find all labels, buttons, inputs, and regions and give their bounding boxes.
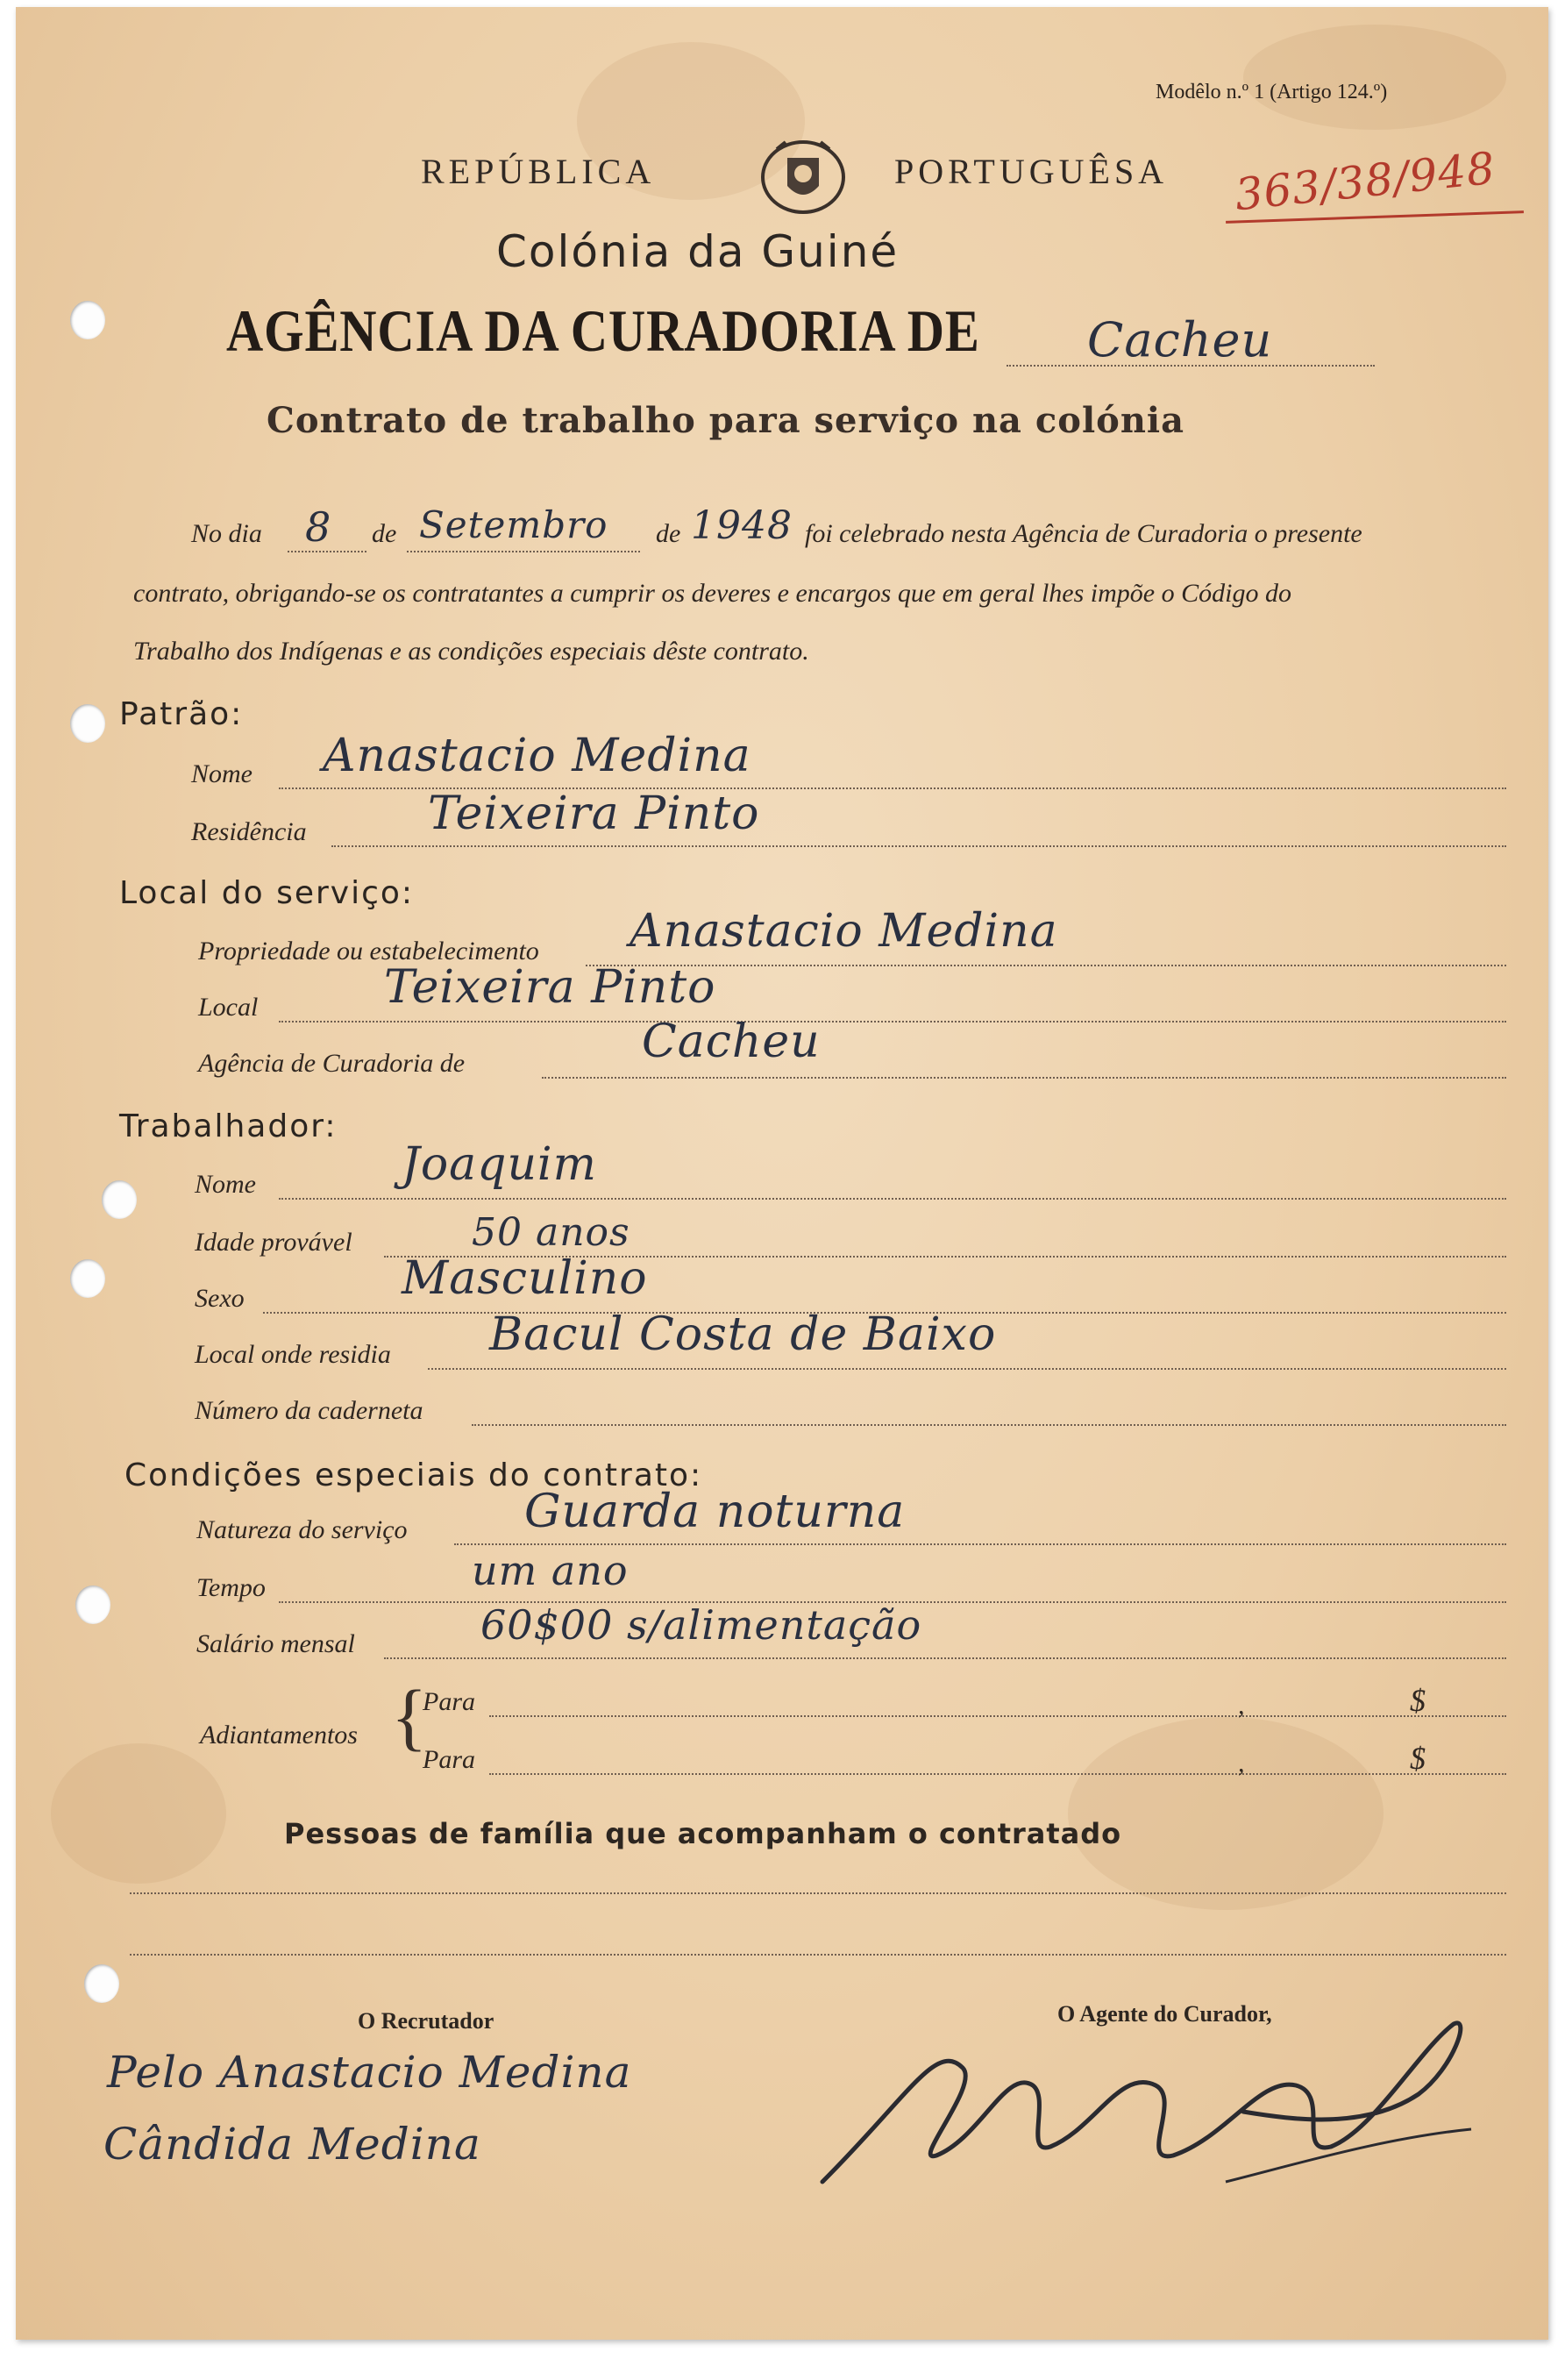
section-condicoes: Condições especiais do contrato:	[124, 1457, 703, 1493]
model-number: Modêlo n.º 1 (Artigo 124.º)	[1156, 81, 1388, 103]
salario-value: 60$00 s/alimentação	[480, 1601, 922, 1649]
punch-hole	[75, 1585, 110, 1624]
patrao-residencia: Teixeira Pinto	[428, 787, 760, 840]
para-line-2	[489, 1773, 1506, 1775]
agency-place: Cacheu	[1087, 312, 1273, 367]
sexo-label: Sexo	[195, 1284, 245, 1313]
agente-signature-icon	[805, 1989, 1489, 2204]
para-comma-2: ,	[1238, 1749, 1245, 1778]
familia-line-2	[130, 1954, 1506, 1956]
agencia-label: Agência de Curadoria de	[198, 1049, 466, 1078]
section-patrao: Patrão:	[119, 696, 244, 732]
natureza-value: Guarda noturna	[524, 1486, 906, 1538]
patrao-nome: Anastacio Medina	[323, 730, 751, 782]
month-dotted-line	[407, 551, 640, 552]
punch-hole	[70, 1259, 105, 1298]
propriedade-label: Propriedade ou estabelecimento	[198, 937, 539, 966]
adiantamentos-label: Adiantamentos	[200, 1721, 358, 1749]
patrao-residencia-line	[331, 845, 1506, 847]
intro-day: 8	[305, 503, 332, 551]
punch-hole	[102, 1180, 137, 1219]
adiantamentos-brace: {	[391, 1674, 428, 1758]
trabalhador-nome-label: Nome	[195, 1170, 256, 1199]
salario-line	[384, 1657, 1506, 1659]
local-label: Local	[198, 993, 259, 1022]
recrutador-signature-line2: Cândida Medina	[103, 2119, 481, 2170]
patrao-nome-label: Nome	[191, 759, 253, 788]
familia-line-1	[130, 1892, 1506, 1894]
republic-left: REPÚBLICA	[421, 152, 656, 191]
colony-title: Colónia da Guiné	[496, 226, 900, 277]
coat-of-arms-icon	[750, 132, 856, 224]
propriedade-value: Anastacio Medina	[630, 905, 1058, 958]
sexo-value: Masculino	[402, 1252, 648, 1305]
caderneta-label: Número da caderneta	[195, 1396, 423, 1425]
republic-right: PORTUGUÊSA	[894, 152, 1169, 191]
recrutador-signature-line1: Pelo Anastacio Medina	[107, 2047, 632, 2098]
natureza-label: Natureza do serviço	[196, 1515, 408, 1544]
punch-hole	[70, 704, 105, 743]
local-value: Teixeira Pinto	[384, 961, 716, 1014]
patrao-residencia-label: Residência	[191, 817, 307, 846]
intro-month: Setembro	[419, 503, 608, 546]
intro-line1-rest: foi celebrado nesta Agência de Curadoria o presente	[805, 519, 1362, 548]
reference-number: 363/38/948	[1232, 142, 1498, 221]
intro-year-prefix: de	[656, 519, 681, 548]
intro-of: de	[372, 519, 397, 548]
agencia-line	[542, 1077, 1506, 1079]
day-dotted-line	[288, 551, 366, 552]
tempo-label: Tempo	[196, 1573, 266, 1602]
punch-hole	[70, 301, 105, 339]
contract-title: Contrato de trabalho para serviço na colónia	[267, 400, 1185, 441]
propriedade-line	[586, 965, 1506, 966]
punch-hole	[84, 1964, 119, 2003]
stain	[51, 1743, 226, 1884]
para-label-2: Para	[423, 1745, 475, 1774]
para-comma-1: ,	[1238, 1691, 1245, 1720]
agente-label: O Agente do Curador,	[1057, 2001, 1272, 2027]
natureza-line	[454, 1543, 1506, 1545]
familia-heading: Pessoas de família que acompanham o contratado	[284, 1817, 1122, 1850]
recrutador-label: O Recrutador	[358, 2008, 494, 2034]
intro-day-prefix: No dia	[191, 519, 262, 548]
stain	[1068, 1717, 1384, 1910]
para-label-1: Para	[423, 1687, 475, 1716]
salario-label: Salário mensal	[196, 1629, 355, 1658]
idade-value: 50 anos	[472, 1210, 630, 1255]
intro-line3: Trabalho dos Indígenas e as condições especiais dêste contrato.	[133, 637, 809, 666]
intro-line2: contrato, obrigando-se os contratantes a cumprir os deveres e encargos que em geral lhes impõe o Código do	[133, 579, 1291, 608]
local-line	[279, 1021, 1506, 1023]
section-local-servico: Local do serviço:	[119, 875, 415, 911]
section-trabalhador: Trabalhador:	[119, 1108, 338, 1144]
trabalhador-nome-line	[279, 1198, 1506, 1200]
caderneta-line	[472, 1424, 1506, 1426]
tempo-value: um ano	[472, 1547, 629, 1594]
document-page	[16, 7, 1548, 2340]
residia-line	[428, 1368, 1506, 1370]
agencia-value: Cacheu	[642, 1015, 821, 1068]
trabalhador-nome: Joaquim	[402, 1138, 597, 1191]
para-line-1	[489, 1715, 1506, 1717]
agency-title: AGÊNCIA DA CURADORIA DE	[226, 297, 980, 364]
intro-year: 1948	[691, 503, 793, 548]
idade-label: Idade provável	[195, 1228, 352, 1257]
para-currency-2: $	[1410, 1741, 1426, 1776]
stain	[1243, 25, 1506, 130]
residia-label: Local onde residia	[195, 1340, 391, 1369]
residia-value: Bacul Costa de Baixo	[489, 1308, 997, 1361]
para-currency-1: $	[1410, 1683, 1426, 1718]
